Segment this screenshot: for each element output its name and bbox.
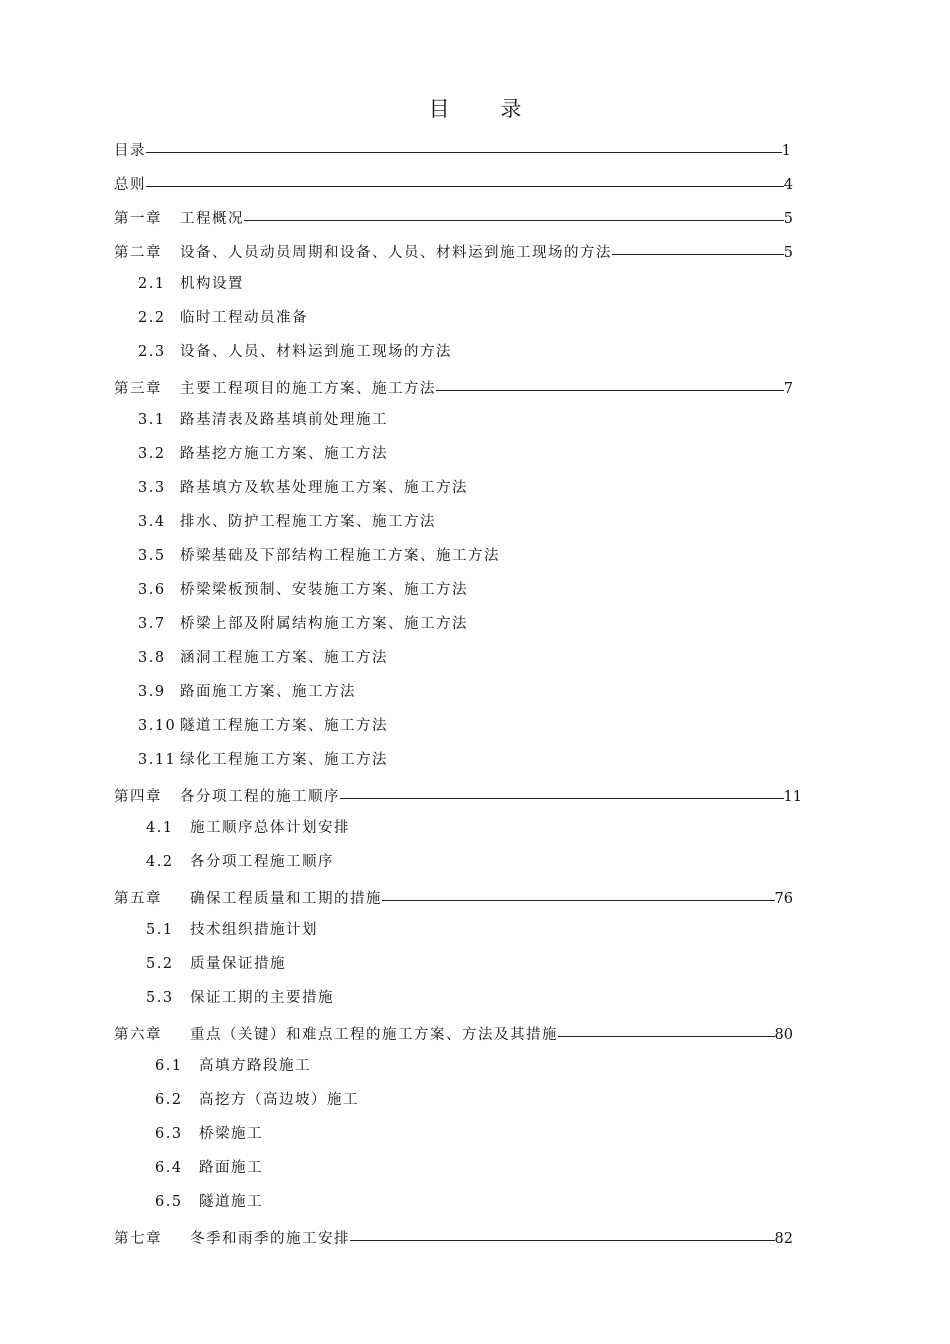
toc-chapter-entry[interactable] (114, 1018, 793, 1052)
toc-entry[interactable] (114, 134, 791, 168)
toc-entry-text: 路面施工方案、施工方法 (180, 684, 356, 700)
toc-section-entry[interactable] (114, 474, 814, 508)
toc-leader (612, 254, 784, 255)
toc-entry-text: 主要工程项目的施工方案、施工方法 (180, 381, 436, 397)
toc-section-entry[interactable] (114, 1120, 814, 1154)
toc-entry-text: 目录 (114, 143, 146, 159)
toc-section-number: 5.1 (146, 922, 174, 938)
toc-entry-text: 重点（关键）和难点工程的施工方案、方法及其措施 (190, 1027, 558, 1043)
toc-section-number: 4.2 (146, 854, 174, 870)
toc-page-number: 1 (781, 143, 791, 159)
toc-section-number: 6.4 (155, 1160, 183, 1176)
toc-leader (146, 186, 784, 187)
toc-section-entry[interactable] (114, 644, 814, 678)
toc-chapter-number: 第六章 (114, 1027, 162, 1043)
toc-chapter-number: 第五章 (114, 891, 162, 907)
table-of-contents (114, 134, 814, 1256)
toc-entry-text: 隧道工程施工方案、施工方法 (180, 718, 388, 734)
toc-entry-text: 绿化工程施工方案、施工方法 (180, 752, 388, 768)
toc-section-number: 3.4 (138, 514, 166, 530)
toc-entry-text: 高挖方（高边坡）施工 (199, 1092, 359, 1108)
toc-entry-text: 各分项工程施工顺序 (190, 854, 334, 870)
toc-entry-text: 总则 (114, 177, 146, 193)
toc-leader (350, 1240, 775, 1241)
toc-chapter-entry[interactable] (114, 236, 793, 270)
toc-section-number: 4.1 (146, 820, 174, 836)
toc-section-number: 6.5 (155, 1194, 183, 1210)
toc-entry-text: 保证工期的主要措施 (190, 990, 334, 1006)
toc-section-entry[interactable] (114, 610, 814, 644)
toc-entry-text: 机构设置 (180, 276, 244, 292)
toc-chapter-number: 第七章 (114, 1231, 162, 1247)
toc-chapter-entry[interactable] (114, 202, 793, 236)
toc-section-number: 6.3 (155, 1126, 183, 1142)
toc-section-entry[interactable] (114, 678, 814, 712)
toc-section-entry[interactable] (114, 916, 814, 950)
toc-leader (382, 900, 775, 901)
toc-title: 目 录 (428, 97, 544, 121)
toc-section-entry[interactable] (114, 712, 814, 746)
toc-section-entry[interactable] (114, 984, 814, 1018)
toc-section-entry[interactable] (114, 406, 814, 440)
toc-entry-text: 路基清表及路基填前处理施工 (180, 412, 388, 428)
toc-section-entry[interactable] (114, 576, 814, 610)
toc-chapter-number: 第二章 (114, 245, 162, 261)
toc-entry-text: 技术组织措施计划 (190, 922, 318, 938)
toc-section-entry[interactable] (114, 1052, 814, 1086)
toc-section-number: 3.6 (138, 582, 166, 598)
toc-page-number: 76 (774, 891, 793, 907)
toc-entry-text: 桥梁梁板预制、安装施工方案、施工方法 (180, 582, 468, 598)
toc-leader (244, 220, 784, 221)
toc-entry-text: 桥梁上部及附属结构施工方案、施工方法 (180, 616, 468, 632)
toc-section-number: 3.3 (138, 480, 166, 496)
toc-entry-text: 设备、人员、材料运到施工现场的方法 (180, 344, 452, 360)
toc-section-entry[interactable] (114, 1154, 814, 1188)
toc-page-number: 80 (774, 1027, 793, 1043)
toc-entry-text: 路基填方及软基处理施工方案、施工方法 (180, 480, 468, 496)
toc-leader (558, 1036, 775, 1037)
toc-section-number: 3.1 (138, 412, 166, 428)
toc-entry-text: 涵洞工程施工方案、施工方法 (180, 650, 388, 666)
toc-page-number: 11 (783, 789, 802, 805)
toc-chapter-entry[interactable] (114, 780, 802, 814)
toc-section-number: 5.2 (146, 956, 174, 972)
toc-chapter-number: 第三章 (114, 381, 162, 397)
toc-chapter-number: 第一章 (114, 211, 162, 227)
toc-entry-text: 路面施工 (199, 1160, 263, 1176)
toc-entry-text: 隧道施工 (199, 1194, 263, 1210)
toc-entry-text: 桥梁施工 (199, 1126, 263, 1142)
toc-section-entry[interactable] (114, 950, 814, 984)
toc-entry-text: 排水、防护工程施工方案、施工方法 (180, 514, 436, 530)
toc-section-number: 3.8 (138, 650, 166, 666)
toc-page-number: 82 (774, 1231, 793, 1247)
toc-entry-text: 冬季和雨季的施工安排 (190, 1231, 350, 1247)
toc-chapter-entry[interactable] (114, 882, 793, 916)
toc-section-entry[interactable] (114, 304, 814, 338)
toc-section-entry[interactable] (114, 848, 814, 882)
toc-section-entry[interactable] (114, 542, 814, 576)
toc-section-entry[interactable] (114, 440, 814, 474)
toc-entry[interactable] (114, 168, 793, 202)
toc-entry-text: 各分项工程的施工顺序 (180, 789, 340, 805)
toc-chapter-number: 第四章 (114, 789, 162, 805)
toc-chapter-entry[interactable] (114, 372, 793, 406)
toc-entry-text: 确保工程质量和工期的措施 (190, 891, 382, 907)
toc-section-number: 2.1 (138, 276, 166, 292)
toc-section-entry[interactable] (114, 814, 814, 848)
toc-entry-text: 工程概况 (180, 211, 244, 227)
toc-section-entry[interactable] (114, 338, 814, 372)
toc-section-entry[interactable] (114, 1188, 814, 1222)
toc-entry-text: 设备、人员动员周期和设备、人员、材料运到施工现场的方法 (180, 245, 612, 261)
toc-entry-text: 路基挖方施工方案、施工方法 (180, 446, 388, 462)
toc-section-entry[interactable] (114, 270, 814, 304)
toc-section-number: 3.10 (138, 718, 177, 734)
toc-page-number: 5 (783, 245, 793, 261)
toc-section-number: 3.9 (138, 684, 166, 700)
toc-page-number: 7 (783, 381, 793, 397)
toc-section-entry[interactable] (114, 746, 814, 780)
toc-section-number: 3.2 (138, 446, 166, 462)
toc-section-number: 3.5 (138, 548, 166, 564)
toc-section-number: 5.3 (146, 990, 174, 1006)
toc-section-number: 3.11 (138, 752, 177, 768)
toc-section-number: 3.7 (138, 616, 166, 632)
toc-entry-text: 临时工程动员准备 (180, 310, 308, 326)
toc-leader (436, 390, 784, 391)
toc-page-number: 4 (783, 177, 793, 193)
toc-section-number: 2.2 (138, 310, 166, 326)
toc-section-number: 2.3 (138, 344, 166, 360)
toc-entry-text: 施工顺序总体计划安排 (190, 820, 350, 836)
toc-leader (340, 798, 784, 799)
toc-entry-text: 高填方路段施工 (199, 1058, 311, 1074)
toc-section-number: 6.1 (155, 1058, 183, 1074)
toc-section-number: 6.2 (155, 1092, 183, 1108)
toc-page-number: 5 (783, 211, 793, 227)
toc-leader (146, 152, 782, 153)
toc-entry-text: 桥梁基础及下部结构工程施工方案、施工方法 (180, 548, 500, 564)
toc-chapter-entry[interactable] (114, 1222, 793, 1256)
toc-section-entry[interactable] (114, 1086, 814, 1120)
toc-entry-text: 质量保证措施 (190, 956, 286, 972)
toc-section-entry[interactable] (114, 508, 814, 542)
